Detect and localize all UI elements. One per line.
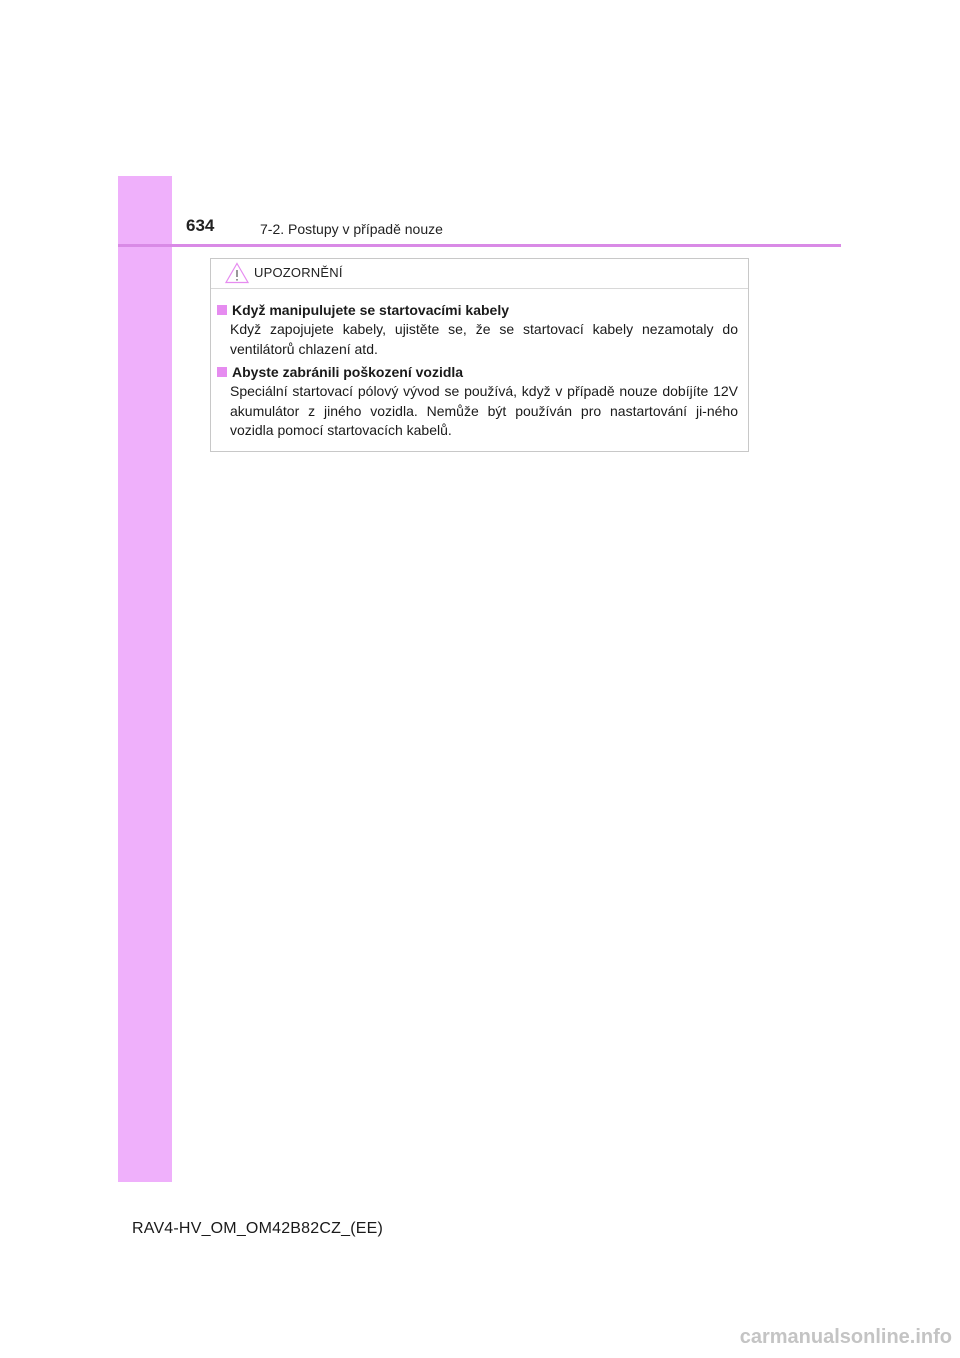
warning-body bbox=[211, 289, 748, 441]
square-bullet-icon bbox=[217, 305, 227, 315]
watermark: carmanualsonline.info bbox=[739, 1326, 952, 1348]
page-number: 634 bbox=[186, 216, 215, 235]
square-bullet-icon bbox=[217, 367, 227, 377]
warning-item-text: Když zapojujete kabely, ujistěte se, že se startovací kabely nezamotaly do ventilátorů chlazení atd. bbox=[230, 321, 738, 357]
warning-title: UPOZORNĚNÍ bbox=[254, 265, 343, 280]
warning-box bbox=[210, 258, 749, 452]
warning-item bbox=[217, 300, 738, 359]
warning-header bbox=[211, 259, 748, 289]
warning-item bbox=[217, 362, 738, 441]
header-divider bbox=[118, 244, 841, 247]
warning-item-text: Speciální startovací pólový vývod se používá, když v případě nouze dobíjíte 12V akumulátor z jiného vozidla. Nemůže být používán pro nastartování ji-ného vozidla pomocí startovacích kabelů. bbox=[230, 383, 738, 438]
warning-item-heading: Když manipulujete se startovacími kabely bbox=[232, 302, 509, 318]
warning-item-heading: Abyste zabránili poškození vozidla bbox=[232, 364, 464, 380]
section-title: 7-2. Postupy v případě nouze bbox=[260, 221, 443, 237]
chapter-side-tab bbox=[118, 176, 172, 1182]
document-code: RAV4-HV_OM_OM42B82CZ_(EE) bbox=[132, 1220, 383, 1237]
warning-triangle-icon bbox=[225, 262, 249, 284]
